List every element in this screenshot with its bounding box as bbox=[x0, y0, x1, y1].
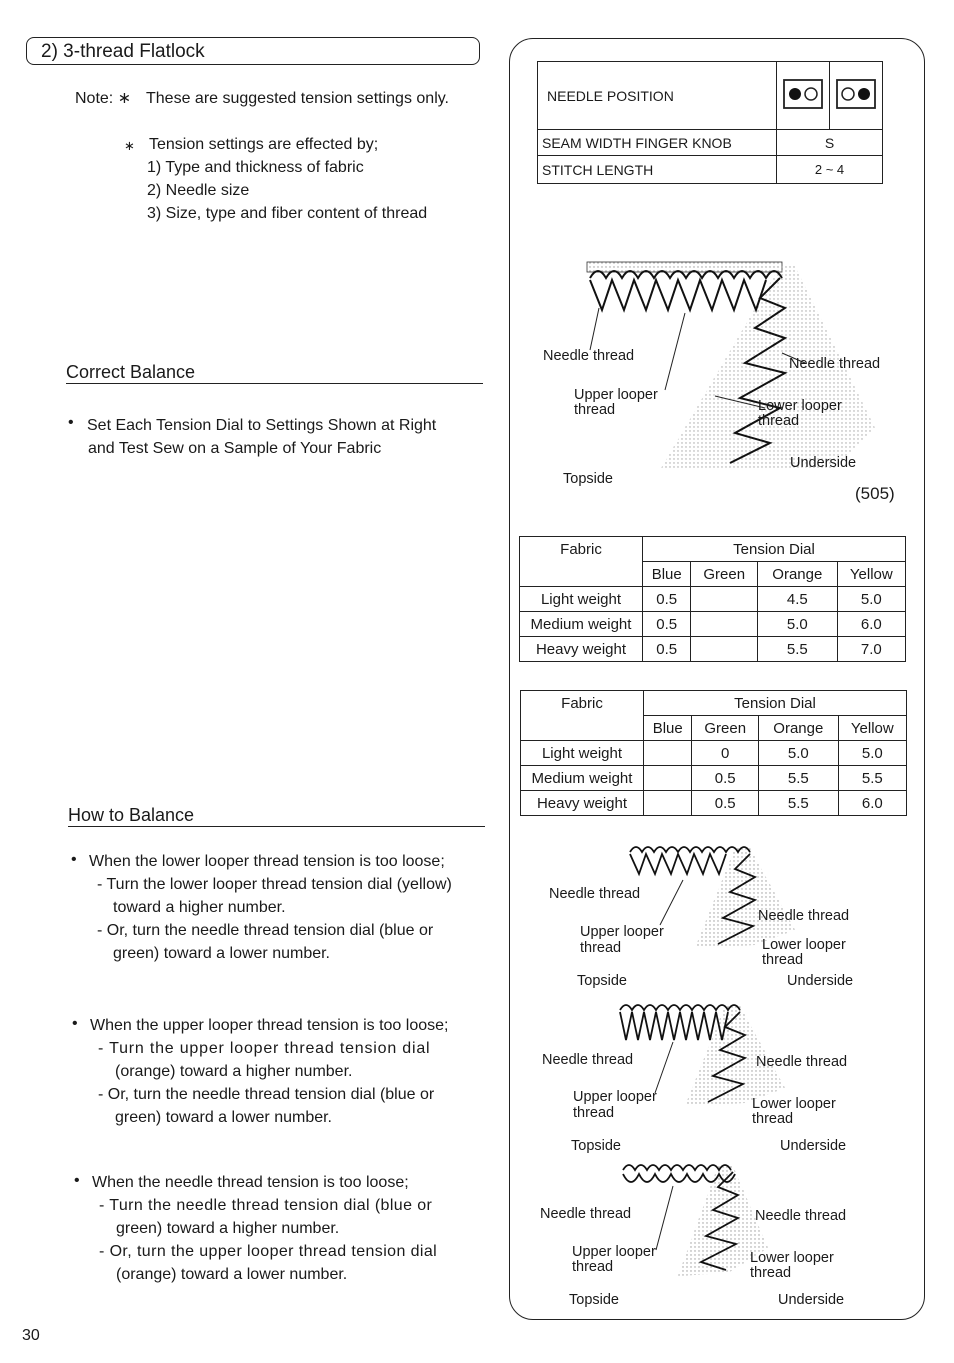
table1-cell bbox=[691, 637, 758, 662]
needle-left-cell bbox=[777, 62, 830, 130]
table1-cell bbox=[691, 612, 758, 637]
seam-width-value: S bbox=[777, 130, 883, 156]
note-item-2: 2) Needle size bbox=[147, 182, 250, 199]
needle-right-position-icon bbox=[834, 77, 878, 111]
table1-row-fabric: Light weight bbox=[520, 587, 643, 612]
table2-cell: 0 bbox=[692, 741, 759, 766]
main-needle-thread-top: Needle thread bbox=[543, 348, 635, 364]
settings-panel bbox=[509, 38, 925, 1320]
d3-thread: thread bbox=[572, 1259, 614, 1275]
table2-cell: 5.0 bbox=[838, 741, 906, 766]
table2-cell bbox=[644, 791, 692, 816]
d3-needle-thread-r: Needle thread bbox=[755, 1208, 847, 1224]
page-number: 30 bbox=[22, 1327, 40, 1344]
d1-thread-r: thread bbox=[762, 952, 804, 968]
d2-upper-looper: Upper looper bbox=[573, 1089, 657, 1105]
bullet: • bbox=[68, 414, 74, 431]
d1-needle-thread-r: Needle thread bbox=[758, 908, 850, 924]
d3-topside: Topside bbox=[569, 1292, 619, 1308]
needle-thread-loose-diagram bbox=[618, 1158, 768, 1280]
table1-cell: 5.0 bbox=[837, 587, 905, 612]
table1-cell: 5.5 bbox=[758, 637, 838, 662]
settings-table bbox=[537, 61, 883, 184]
table2-row-fabric: Light weight bbox=[521, 741, 644, 766]
d1-lower-looper: Lower looper bbox=[762, 937, 846, 953]
table2-row-fabric: Heavy weight bbox=[521, 791, 644, 816]
upper-looper-line1: - Turn the upper looper thread tension dial bbox=[98, 1040, 431, 1057]
upper-looper-intro: When the upper looper thread tension is too loose; bbox=[90, 1017, 449, 1034]
d2-lower-looper: Lower looper bbox=[752, 1096, 836, 1112]
table2-cell: 0.5 bbox=[692, 766, 759, 791]
d3-lower-looper: Lower looper bbox=[750, 1250, 834, 1266]
table2-col-yellow: Yellow bbox=[838, 716, 906, 741]
table1-col-yellow: Yellow bbox=[837, 562, 905, 587]
d3-underside: Underside bbox=[778, 1292, 845, 1308]
needle-thread-intro: When the needle thread tension is too loose; bbox=[92, 1174, 409, 1191]
how-to-balance-heading: How to Balance bbox=[68, 805, 485, 827]
needle-position-label: NEEDLE POSITION bbox=[538, 62, 777, 130]
table1-cell: 0.5 bbox=[643, 587, 691, 612]
main-upper-looper: Upper looper bbox=[574, 387, 658, 403]
correct-balance-line2: and Test Sew on a Sample of Your Fabric bbox=[88, 440, 382, 457]
correct-balance-heading: Correct Balance bbox=[66, 362, 483, 384]
needle-thread-line3: - Or, turn the upper looper thread tension dial bbox=[99, 1243, 438, 1260]
upper-looper-line4: green) toward a lower number. bbox=[115, 1109, 332, 1126]
d3-needle-thread: Needle thread bbox=[540, 1206, 632, 1222]
bullet: • bbox=[71, 851, 77, 868]
table2-cell: 0.5 bbox=[692, 791, 759, 816]
table2-cell: 5.5 bbox=[838, 766, 906, 791]
table2-cell bbox=[644, 741, 692, 766]
table2-col-green: Green bbox=[692, 716, 759, 741]
table1-row-fabric: Medium weight bbox=[520, 612, 643, 637]
stitch-length-label: STITCH LENGTH bbox=[538, 156, 777, 184]
table1-cell: 5.0 bbox=[758, 612, 838, 637]
needle-thread-line1: - Turn the needle thread tension dial (blue or bbox=[99, 1197, 433, 1214]
correct-balance-line1: Set Each Tension Dial to Settings Shown at Right bbox=[87, 417, 437, 434]
d2-thread-r: thread bbox=[752, 1111, 794, 1127]
lower-looper-line2: toward a higher number. bbox=[113, 899, 286, 916]
note-text: These are suggested tension settings only. bbox=[146, 90, 449, 107]
d1-underside: Underside bbox=[787, 973, 854, 989]
d2-needle-thread-r: Needle thread bbox=[756, 1054, 848, 1070]
table-row bbox=[521, 766, 907, 791]
table1-cell: 4.5 bbox=[758, 587, 838, 612]
table1-cell bbox=[691, 587, 758, 612]
table-row bbox=[521, 791, 907, 816]
section-title: 2) 3-thread Flatlock bbox=[26, 37, 480, 65]
tension-table-1 bbox=[519, 536, 906, 662]
table-row bbox=[520, 637, 906, 662]
table2-col-orange: Orange bbox=[759, 716, 839, 741]
lower-looper-intro: When the lower looper thread tension is too loose; bbox=[89, 853, 445, 870]
lower-looper-line1: - Turn the lower looper thread tension dial (yellow) bbox=[97, 876, 452, 893]
main-lower-looper: Lower looper bbox=[758, 398, 842, 414]
table2-tension-header: Tension Dial bbox=[644, 691, 907, 716]
table1-row-fabric: Heavy weight bbox=[520, 637, 643, 662]
note-star: ∗ bbox=[124, 138, 135, 153]
main-needle-thread-under: Needle thread bbox=[789, 356, 881, 372]
needle-left-position-icon bbox=[781, 77, 825, 111]
d2-underside: Underside bbox=[780, 1138, 847, 1154]
d1-upper-looper: Upper looper bbox=[580, 924, 664, 940]
table1-col-orange: Orange bbox=[758, 562, 838, 587]
tension-table-2 bbox=[520, 690, 907, 816]
table1-tension-header: Tension Dial bbox=[643, 537, 906, 562]
table2-row-fabric: Medium weight bbox=[521, 766, 644, 791]
table2-cell bbox=[644, 766, 692, 791]
table1-fabric-header: Fabric bbox=[520, 537, 643, 562]
main-topside: Topside bbox=[563, 471, 613, 487]
d2-topside: Topside bbox=[571, 1138, 621, 1154]
stitch-length-value: 2 ~ 4 bbox=[777, 156, 883, 184]
table1-cell: 6.0 bbox=[837, 612, 905, 637]
upper-looper-line3: - Or, turn the needle thread tension dial (blue or bbox=[98, 1086, 435, 1103]
table2-fabric-header: Fabric bbox=[521, 691, 644, 716]
needle-thread-line2: green) toward a higher number. bbox=[116, 1220, 340, 1237]
table-row bbox=[520, 587, 906, 612]
table1-cell: 0.5 bbox=[643, 637, 691, 662]
main-upper-looper-thread: thread bbox=[574, 402, 616, 418]
table2-col-blue: Blue bbox=[644, 716, 692, 741]
table1-col-blue: Blue bbox=[643, 562, 691, 587]
d3-thread-r: thread bbox=[750, 1265, 792, 1281]
bullet: • bbox=[72, 1015, 78, 1032]
table-row bbox=[520, 612, 906, 637]
needle-right-cell bbox=[830, 62, 883, 130]
note-item-3: 3) Size, type and fiber content of thread bbox=[147, 205, 428, 222]
d2-needle-thread: Needle thread bbox=[542, 1052, 634, 1068]
table2-cell: 6.0 bbox=[838, 791, 906, 816]
bullet: • bbox=[74, 1172, 80, 1189]
needle-thread-line4: (orange) toward a lower number. bbox=[116, 1266, 348, 1283]
table1-cell: 7.0 bbox=[837, 637, 905, 662]
d1-thread: thread bbox=[580, 940, 622, 956]
note-prefix: Note: ∗ bbox=[75, 90, 132, 107]
table2-cell: 5.5 bbox=[759, 791, 839, 816]
upper-looper-line2: (orange) toward a higher number. bbox=[115, 1063, 353, 1080]
lower-looper-line4: green) toward a lower number. bbox=[113, 945, 330, 962]
table2-cell: 5.0 bbox=[759, 741, 839, 766]
d1-needle-thread: Needle thread bbox=[549, 886, 641, 902]
main-underside: Underside bbox=[790, 455, 857, 471]
table-row bbox=[521, 741, 907, 766]
d1-topside: Topside bbox=[577, 973, 627, 989]
table1-cell: 0.5 bbox=[643, 612, 691, 637]
note-intro: Tension settings are effected by; bbox=[149, 136, 379, 153]
d2-thread: thread bbox=[573, 1105, 615, 1121]
d3-upper-looper: Upper looper bbox=[572, 1244, 656, 1260]
lower-looper-line3: - Or, turn the needle thread tension dial (blue or bbox=[97, 922, 434, 939]
table2-cell: 5.5 bbox=[759, 766, 839, 791]
note-item-1: 1) Type and thickness of fabric bbox=[147, 159, 364, 176]
figure-number: (505) bbox=[855, 484, 895, 503]
seam-width-label: SEAM WIDTH FINGER KNOB bbox=[538, 130, 777, 156]
table1-col-green: Green bbox=[691, 562, 758, 587]
main-lower-looper-thread: thread bbox=[758, 413, 800, 429]
